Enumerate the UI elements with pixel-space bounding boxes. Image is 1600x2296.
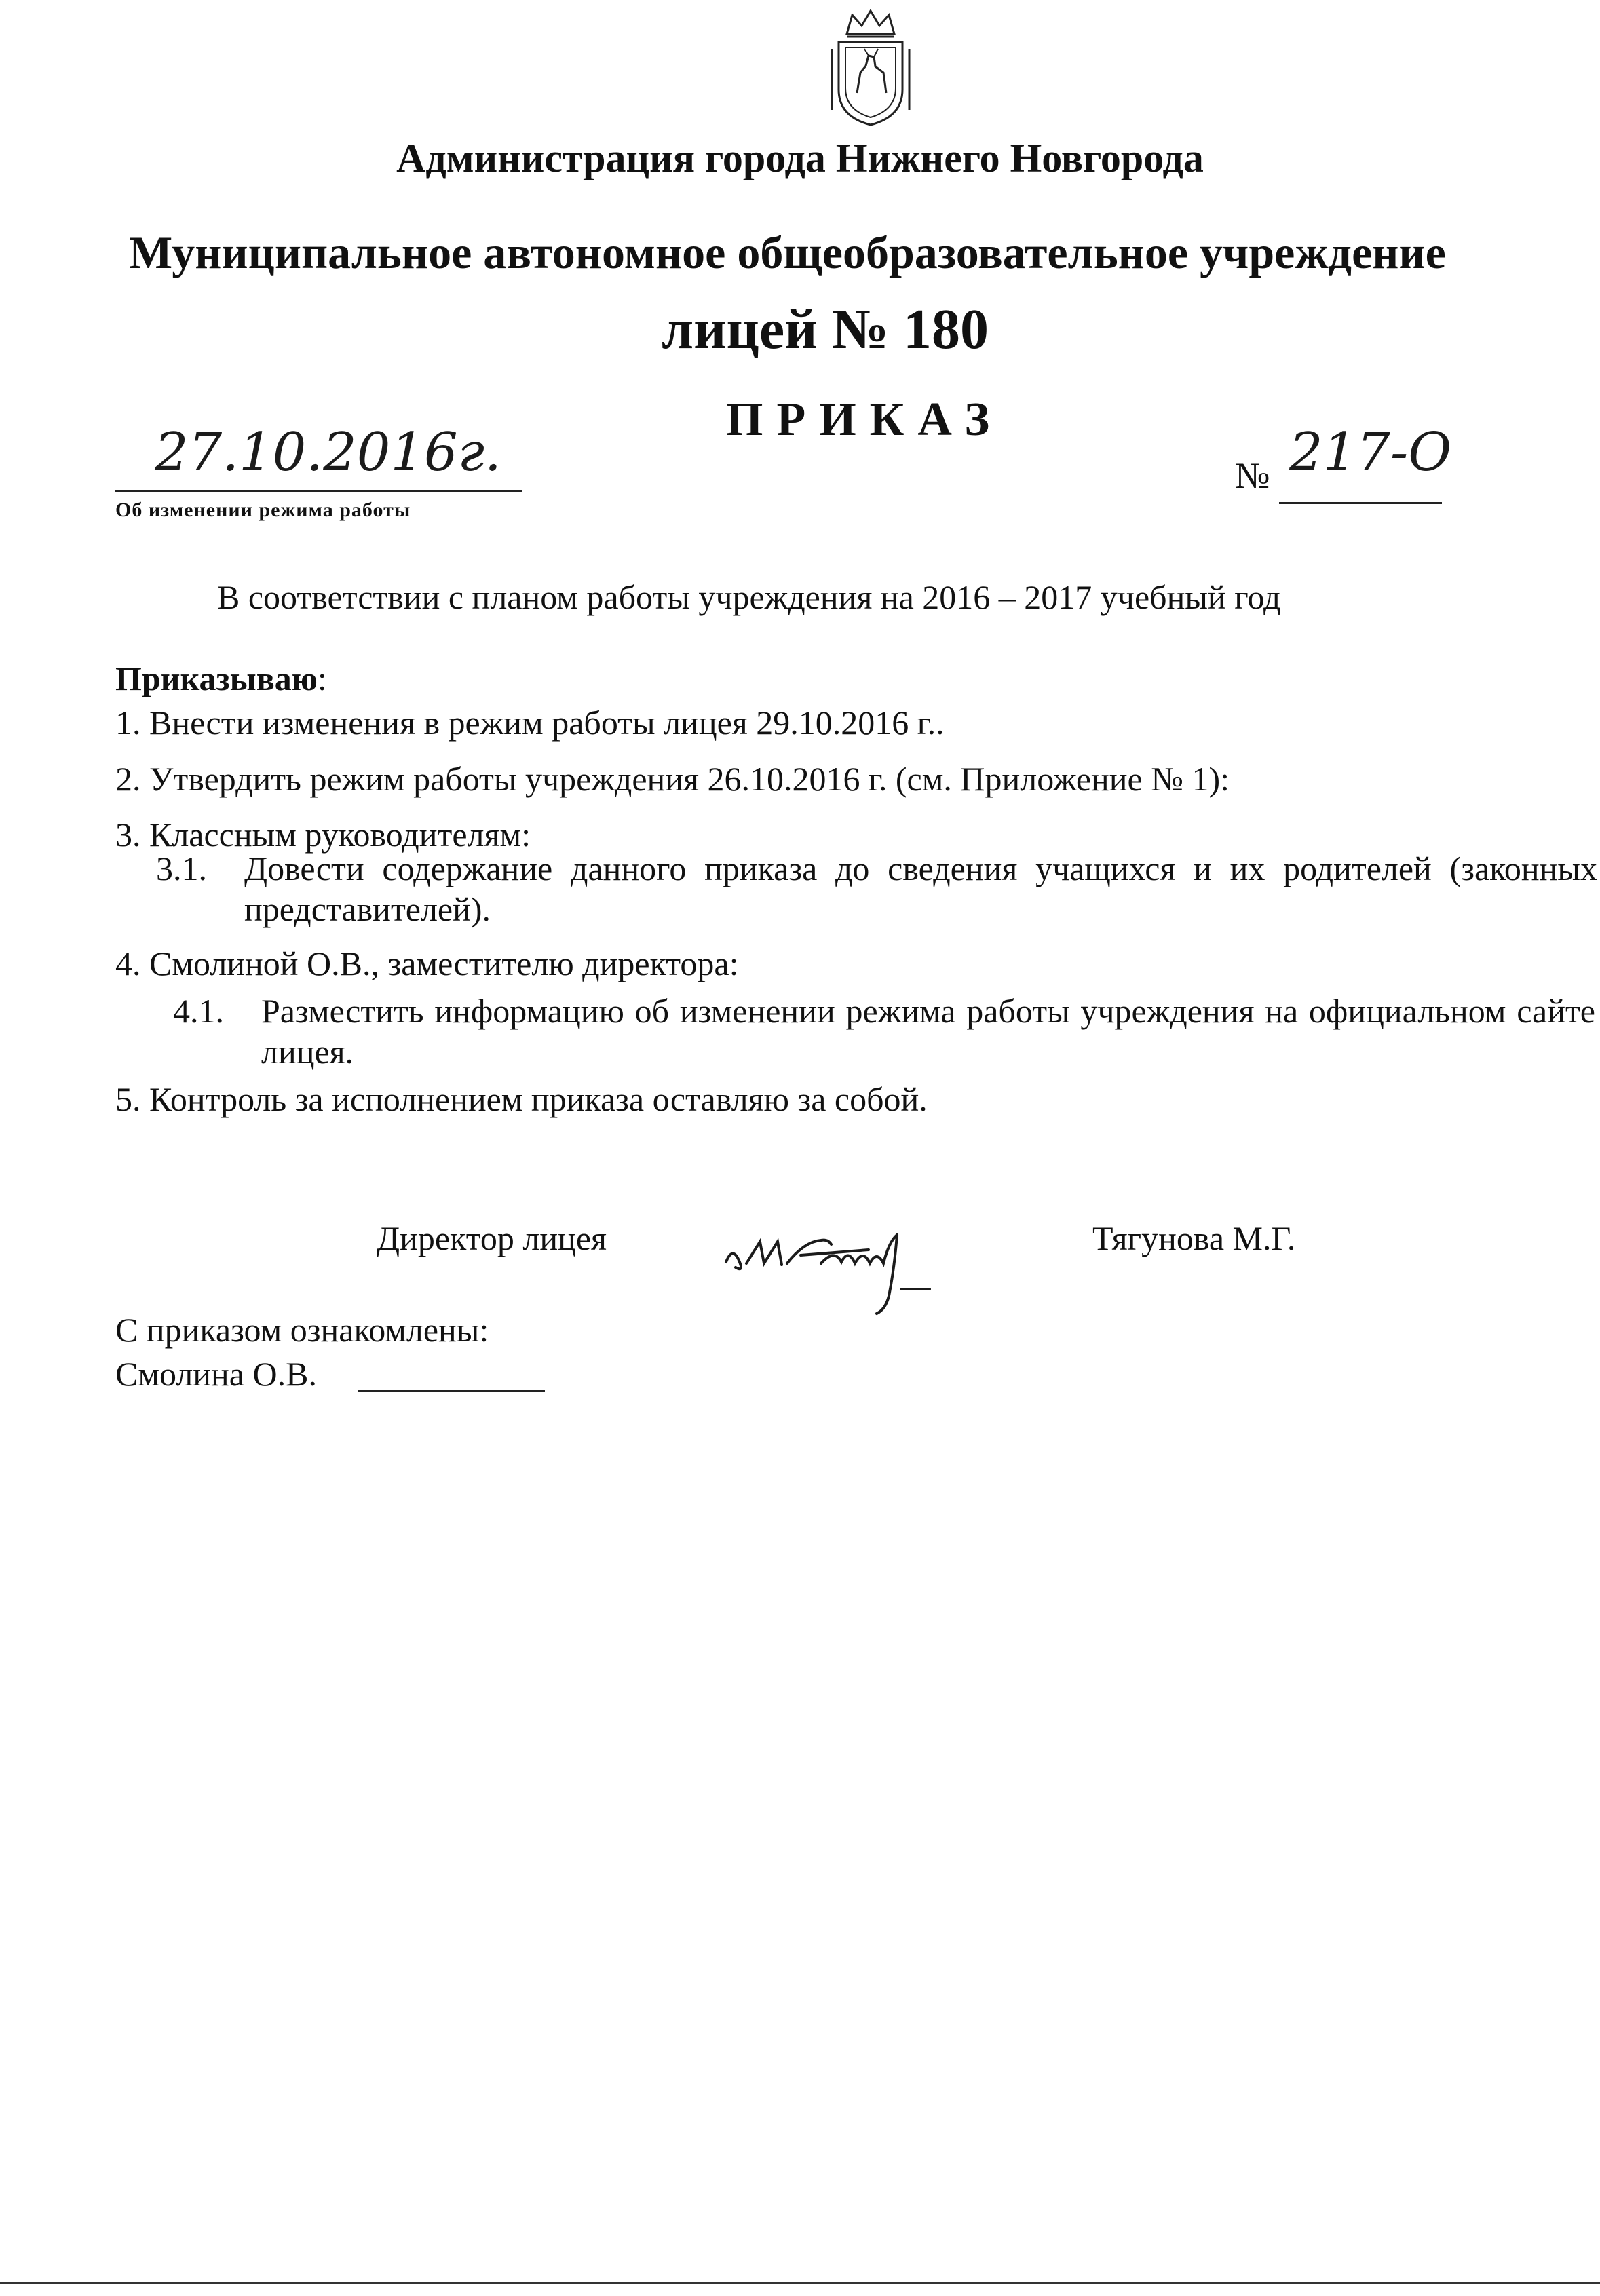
acknowledgement-signature-line: [358, 1390, 545, 1392]
order-item-1: 1. Внести изменения в режим работы лицея 29.10.2016 г..: [115, 704, 945, 742]
order-number-handwritten: 217-О: [1289, 422, 1452, 483]
order-subitem-4-1: [173, 991, 1598, 1072]
page-bottom-rule: [0, 2282, 1600, 2284]
order-item-5: 5. Контроль за исполнением приказа оставляю за собой.: [115, 1080, 928, 1118]
order-item-4: 4. Смолиной О.В., заместителю директора:: [115, 944, 739, 982]
order-colon: :: [317, 659, 327, 697]
preamble-text: В соответствии с планом работы учреждения на 2016 – 2017 учебный год: [217, 578, 1281, 616]
subitem-number: 4.1.: [173, 992, 224, 1030]
subitem-text: Разместить информацию об изменении режима работы учреждения на официальном сайте лицея.: [261, 992, 1595, 1071]
order-subitem-3-1: [156, 848, 1600, 930]
institution-heading: Муниципальное автономное общеобразовательное учреждение: [129, 227, 1446, 278]
acknowledgement-name: Смолина О.В.: [115, 1355, 317, 1393]
administration-heading: Администрация города Нижнего Новгорода: [396, 136, 1204, 180]
order-lead: [115, 658, 327, 699]
order-item-3: 3. Классным руководителям:: [115, 816, 531, 854]
acknowledgement-label: С приказом ознакомлены:: [115, 1311, 489, 1349]
date-underline: [115, 490, 522, 492]
order-word: Приказываю: [115, 659, 318, 697]
coat-of-arms-icon: [826, 8, 915, 127]
order-item-2: 2. Утвердить режим работы учреждения 26.10.2016 г. (см. Приложение № 1):: [115, 760, 1230, 798]
subitem-text: Довести содержание данного приказа до сведения учащихся и их родителей (законных представителей).: [244, 849, 1597, 928]
order-number-label: №: [1235, 455, 1270, 496]
number-underline: [1279, 502, 1442, 504]
order-subject: Об изменении режима работы: [115, 499, 411, 521]
handwritten-signature: [719, 1214, 1045, 1316]
director-name: Тягунова М.Г.: [1092, 1219, 1296, 1257]
document-type-heading: ПРИКАЗ: [726, 394, 1004, 446]
director-title: Директор лицея: [377, 1219, 607, 1257]
subitem-number: 3.1.: [156, 849, 207, 887]
order-date-handwritten: 27.10.2016г.: [155, 422, 501, 483]
lyceum-heading: лицей № 180: [662, 298, 989, 361]
